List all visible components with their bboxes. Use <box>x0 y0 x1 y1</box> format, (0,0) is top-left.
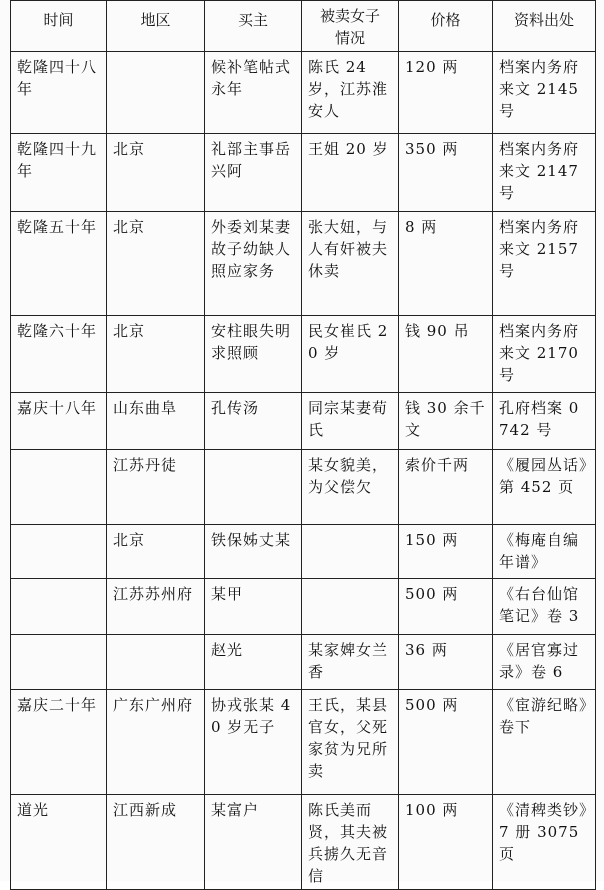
cell-buyer: 外委刘某妻故子幼缺人照应家务 <box>205 212 302 316</box>
table-row <box>11 134 596 212</box>
cell-source: 《履园丛话》第 452 页 <box>493 450 596 525</box>
table-row <box>11 690 596 795</box>
cell-source: 《右台仙馆笔记》卷 3 <box>493 579 596 635</box>
table-row <box>11 635 596 690</box>
cell-price: 500 两 <box>399 690 493 795</box>
cell-source: 《宦游纪略》卷下 <box>493 690 596 795</box>
cell-buyer: 安柱眼失明求照顾 <box>205 316 302 393</box>
cell-time: 乾隆五十年 <box>11 212 107 316</box>
cell-price: 36 两 <box>399 635 493 690</box>
cell-buyer: 铁保姊丈某 <box>205 525 302 579</box>
cell-region: 广东广州府 <box>107 690 205 795</box>
cell-region: 山东曲阜 <box>107 393 205 450</box>
cell-price: 索价千两 <box>399 450 493 525</box>
cell-buyer: 某富户 <box>205 795 302 890</box>
cell-price: 钱 30 余千文 <box>399 393 493 450</box>
cell-woman: 陈氏 24 岁，江苏淮安人 <box>302 52 399 134</box>
cell-source: 《居官寡过录》卷 6 <box>493 635 596 690</box>
cell-buyer: 候补笔帖式永年 <box>205 52 302 134</box>
cell-woman: 民女崔氏 20 岁 <box>302 316 399 393</box>
cell-time <box>11 525 107 579</box>
cell-time: 乾隆六十年 <box>11 316 107 393</box>
header-region: 地区 <box>107 1 205 52</box>
cell-price: 120 两 <box>399 52 493 134</box>
cell-time <box>11 450 107 525</box>
header-time: 时间 <box>11 1 107 52</box>
cell-time: 乾隆四十八年 <box>11 52 107 134</box>
cell-time: 嘉庆二十年 <box>11 690 107 795</box>
cell-price: 150 两 <box>399 525 493 579</box>
cell-time: 乾隆四十九年 <box>11 134 107 212</box>
table-row <box>11 525 596 579</box>
cell-region <box>107 52 205 134</box>
cell-buyer: 赵光 <box>205 635 302 690</box>
cell-price: 500 两 <box>399 579 493 635</box>
cell-price: 350 两 <box>399 134 493 212</box>
data-table <box>10 0 596 890</box>
cell-price: 100 两 <box>399 795 493 890</box>
header-buyer: 买主 <box>205 1 302 52</box>
cell-time <box>11 579 107 635</box>
header-source: 资料出处 <box>493 1 596 52</box>
table-row <box>11 450 596 525</box>
cell-region: 江西新成 <box>107 795 205 890</box>
table-row <box>11 212 596 316</box>
cell-region <box>107 635 205 690</box>
table-row <box>11 52 596 134</box>
cell-woman: 王氏，某县官女，父死家贫为兄所卖 <box>302 690 399 795</box>
cell-region: 江苏苏州府 <box>107 579 205 635</box>
header-price: 价格 <box>399 1 493 52</box>
cell-buyer: 孔传汤 <box>205 393 302 450</box>
cell-buyer: 礼部主事岳兴阿 <box>205 134 302 212</box>
cell-woman <box>302 579 399 635</box>
cell-woman: 同宗某妻荀氏 <box>302 393 399 450</box>
table-row <box>11 316 596 393</box>
cell-buyer <box>205 450 302 525</box>
header-woman: 被卖女子 情况 <box>302 1 399 52</box>
cell-source: 《清稗类钞》7 册 3075 页 <box>493 795 596 890</box>
cell-region: 北京 <box>107 134 205 212</box>
cell-source: 档案内务府来文 2157 号 <box>493 212 596 316</box>
cell-price: 8 两 <box>399 212 493 316</box>
cell-woman: 某家婢女兰香 <box>302 635 399 690</box>
cell-price: 钱 90 吊 <box>399 316 493 393</box>
cell-region: 北京 <box>107 316 205 393</box>
cell-source: 《梅庵自编年谱》 <box>493 525 596 579</box>
cell-region: 江苏丹徒 <box>107 450 205 525</box>
cell-woman: 王姐 20 岁 <box>302 134 399 212</box>
header-row <box>11 1 596 52</box>
cell-source: 档案内务府来文 2170 号 <box>493 316 596 393</box>
cell-region: 北京 <box>107 212 205 316</box>
cell-time: 嘉庆十八年 <box>11 393 107 450</box>
cell-buyer: 某甲 <box>205 579 302 635</box>
table-row <box>11 579 596 635</box>
cell-source: 孔府档案 0742 号 <box>493 393 596 450</box>
cell-source: 档案内务府来文 2145 号 <box>493 52 596 134</box>
cell-woman: 陈氏美而贤，其夫被兵掳久无音信 <box>302 795 399 890</box>
cell-buyer: 协戎张某 40 岁无子 <box>205 690 302 795</box>
cell-woman: 张大妞，与人有奸被夫休卖 <box>302 212 399 316</box>
cell-woman <box>302 525 399 579</box>
table-row <box>11 393 596 450</box>
cell-region: 北京 <box>107 525 205 579</box>
cell-woman: 某女貌美，为父偿欠 <box>302 450 399 525</box>
cell-time <box>11 635 107 690</box>
cell-time: 道光 <box>11 795 107 890</box>
cell-source: 档案内务府来文 2147 号 <box>493 134 596 212</box>
table-row <box>11 795 596 890</box>
